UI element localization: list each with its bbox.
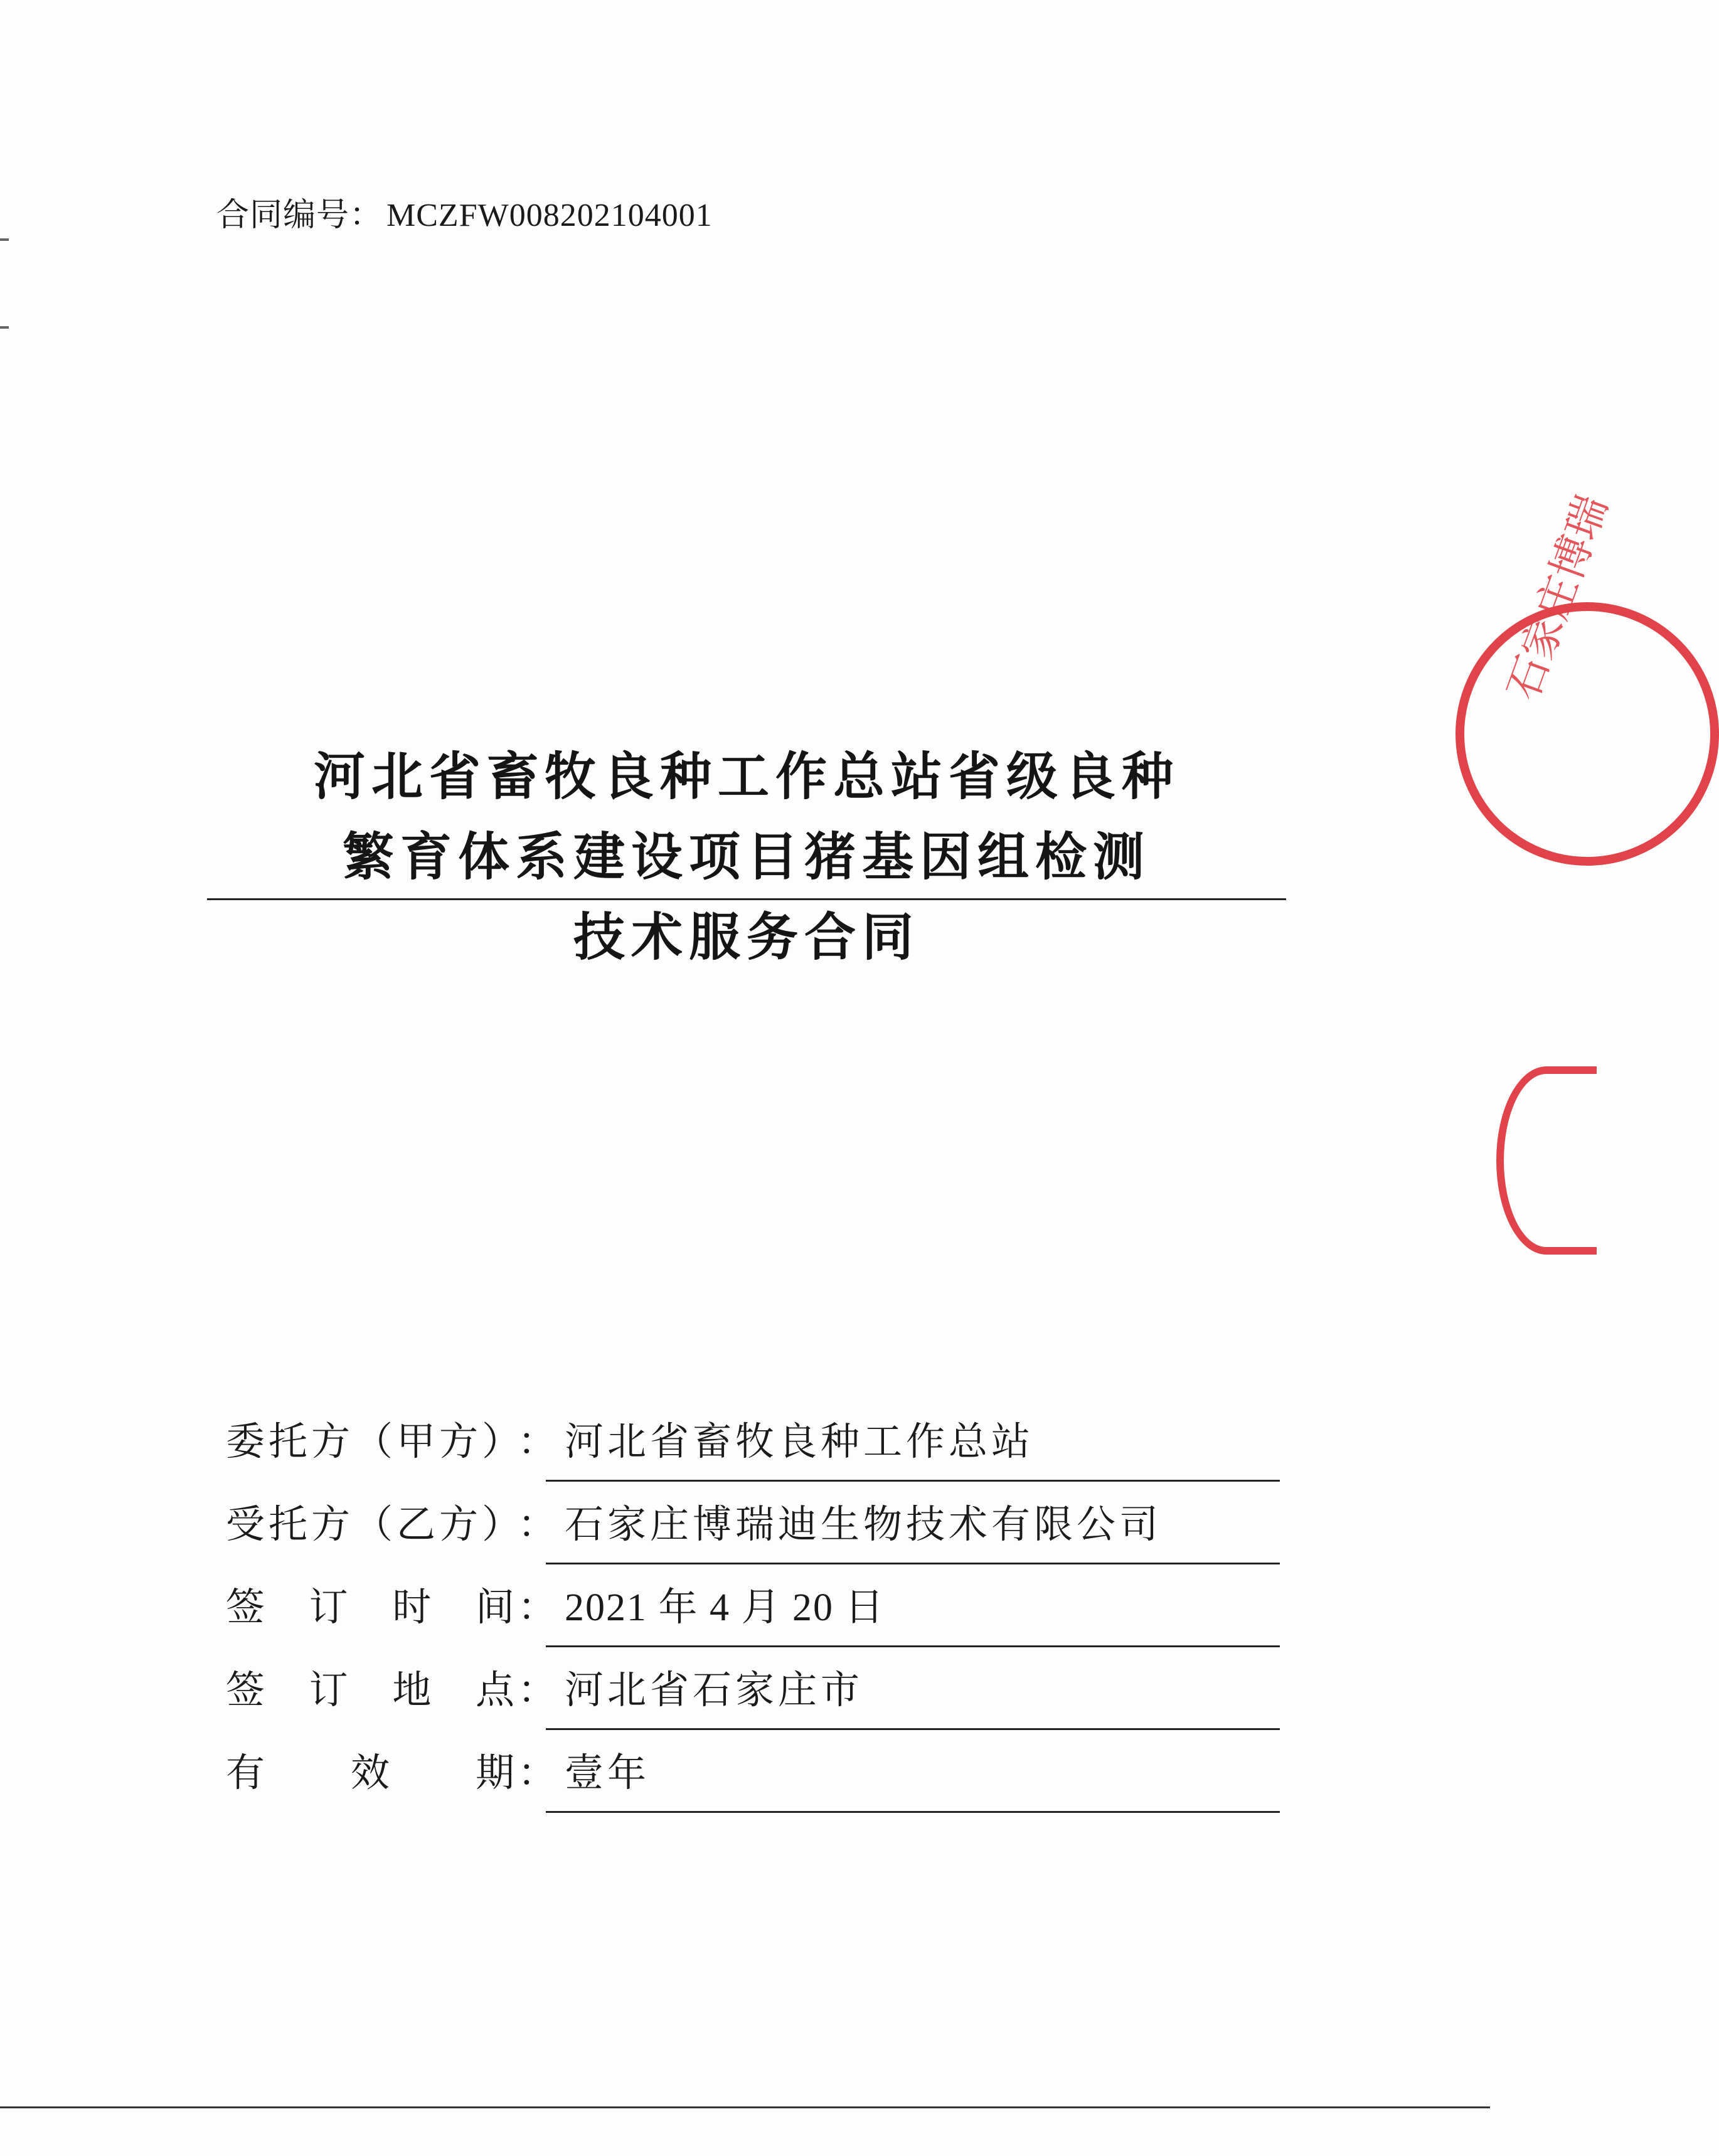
- validity-label: [226, 1741, 514, 1797]
- sign-place-row: [226, 1647, 1280, 1730]
- colon: ：: [518, 1667, 557, 1713]
- colon: ：: [518, 1418, 557, 1464]
- sign-time-label: [226, 1576, 514, 1632]
- label-char: 期: [475, 1750, 514, 1795]
- underline: [546, 1811, 1280, 1813]
- colon: ：: [518, 1750, 557, 1795]
- colon: ：: [518, 1501, 557, 1547]
- contract-number: [216, 188, 713, 235]
- label-char: 有: [226, 1750, 265, 1795]
- sign-place-value: 河北省石家庄市: [565, 1667, 864, 1713]
- label-char: 间: [475, 1584, 514, 1630]
- label-char: 点: [475, 1667, 514, 1713]
- scan-margin-mark: [0, 326, 9, 329]
- label-char: 地: [392, 1667, 432, 1713]
- contract-number-value: MCZFW008202104001: [386, 198, 713, 233]
- seal-fragment: [1496, 1066, 1597, 1255]
- title-divider: [207, 898, 1286, 900]
- colon: ：: [518, 1584, 557, 1630]
- label-char: 时: [392, 1584, 432, 1630]
- label-char: 效: [350, 1750, 390, 1795]
- validity-row: [226, 1730, 1280, 1813]
- agent-value: 石家庄博瑞迪生物技术有限公司: [565, 1501, 1163, 1547]
- footer-divider: [0, 2106, 1490, 2108]
- seal-text: 石家庄博瑞: [1498, 489, 1618, 707]
- principal-value: 河北省畜牧良种工作总站: [565, 1418, 1035, 1464]
- title-line-3: 技术服务合同: [573, 908, 920, 967]
- scan-margin-mark: [0, 238, 9, 241]
- contract-info: [226, 1399, 1280, 1813]
- label-char: 订: [309, 1584, 348, 1630]
- validity-value: 壹年: [565, 1750, 651, 1795]
- agent-label: 受托方（乙方）: [226, 1501, 525, 1547]
- title-line-1: 河北省畜牧良种工作总站省级良种: [313, 747, 1179, 807]
- principal-label: 委托方（甲方）: [226, 1418, 525, 1464]
- title-line-2: 繁育体系建设项目猪基因组检测: [342, 827, 1151, 887]
- label-char: 订: [309, 1667, 348, 1713]
- sign-time-row: [226, 1564, 1280, 1647]
- sign-time-value: 2021 年 4 月 20 日: [565, 1586, 885, 1629]
- agent-row: [226, 1482, 1280, 1564]
- label-char: 签: [226, 1584, 265, 1630]
- contract-number-label: 合同编号：: [216, 196, 383, 234]
- label-char: 签: [226, 1667, 265, 1713]
- contract-title: [207, 737, 1286, 978]
- sign-place-label: [226, 1659, 514, 1714]
- company-seal: [1456, 489, 1719, 866]
- principal-row: [226, 1399, 1280, 1482]
